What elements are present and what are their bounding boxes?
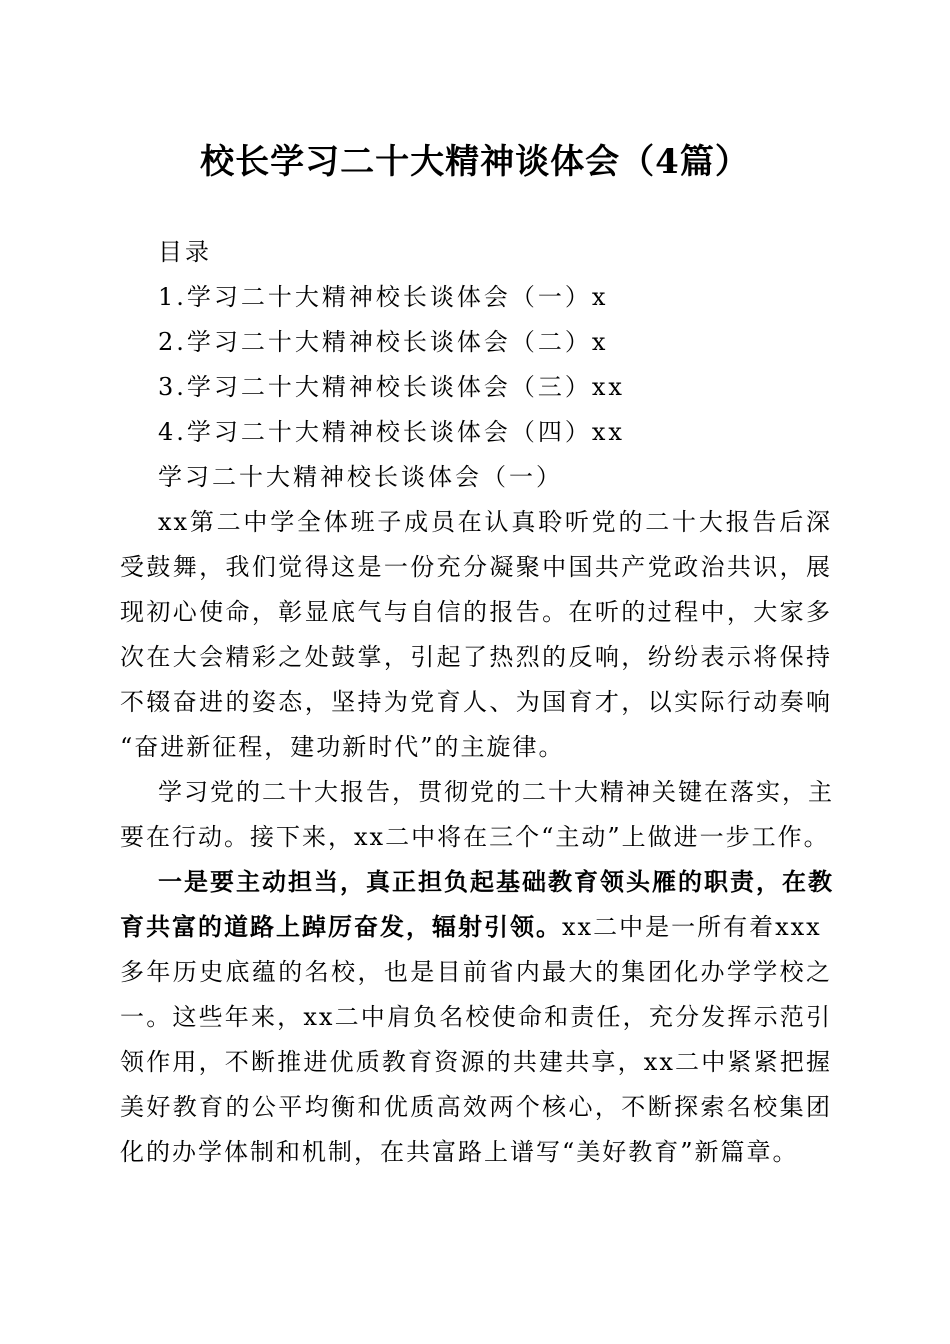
- paragraph-line: 多年历史底蕴的名校，也是目前省内最大的集团化办学学校之: [120, 958, 832, 986]
- paragraph-line: 一。这些年来，xx二中肩负名校使命和责任，充分发挥示范引: [120, 1003, 832, 1031]
- bold-lead-text: 育共富的道路上踔厉奋发，辐射引领。: [120, 912, 562, 941]
- paragraph-line: 化的办学体制和机制，在共富路上谱写“美好教育”新篇章。: [120, 1138, 799, 1166]
- paragraph-line: 次在大会精彩之处鼓掌，引起了热烈的反响，纷纷表示将保持: [120, 643, 832, 671]
- paragraph-line: 要在行动。接下来，xx二中将在三个“主动”上做进一步工作。: [120, 823, 830, 851]
- paragraph-line: 美好教育的公平均衡和优质高效两个核心，不断探索名校集团: [120, 1093, 832, 1121]
- paragraph-line: 领作用，不断推进优质教育资源的共建共享，xx二中紧紧把握: [120, 1048, 832, 1076]
- toc-item[interactable]: 3.学习二十大精神校长谈体会（三）xx: [158, 373, 625, 401]
- toc-item[interactable]: 1.学习二十大精神校长谈体会（一）x: [158, 283, 609, 311]
- paragraph-text: xx二中是一所有着xxx: [562, 913, 822, 941]
- paragraph-line: [120, 911, 832, 943]
- section-title: 学习二十大精神校长谈体会（一）: [158, 463, 563, 491]
- document-title: 校长学习二十大精神谈体会（4篇）: [200, 142, 750, 182]
- paragraph-line: “奋进新征程，建功新时代”的主旋律。: [120, 733, 565, 761]
- toc-item[interactable]: 4.学习二十大精神校长谈体会（四）xx: [158, 418, 625, 446]
- paragraph-line: 受鼓舞，我们觉得这是一份充分凝聚中国共产党政治共识，展: [120, 553, 832, 581]
- paragraph-line: 学习党的二十大报告，贯彻党的二十大精神关键在落实，主: [158, 778, 834, 806]
- toc-heading: 目录: [158, 238, 212, 266]
- paragraph-line: 不辍奋进的姿态，坚持为党育人、为国育才，以实际行动奏响: [120, 688, 832, 716]
- bold-lead-line: 一是要主动担当，真正担负起基础教育领头雁的职责，在教: [158, 867, 834, 896]
- paragraph-line: 现初心使命，彰显底气与自信的报告。在听的过程中，大家多: [120, 598, 832, 626]
- toc-item[interactable]: 2.学习二十大精神校长谈体会（二）x: [158, 328, 609, 356]
- paragraph-line: xx第二中学全体班子成员在认真聆听党的二十大报告后深: [158, 508, 832, 536]
